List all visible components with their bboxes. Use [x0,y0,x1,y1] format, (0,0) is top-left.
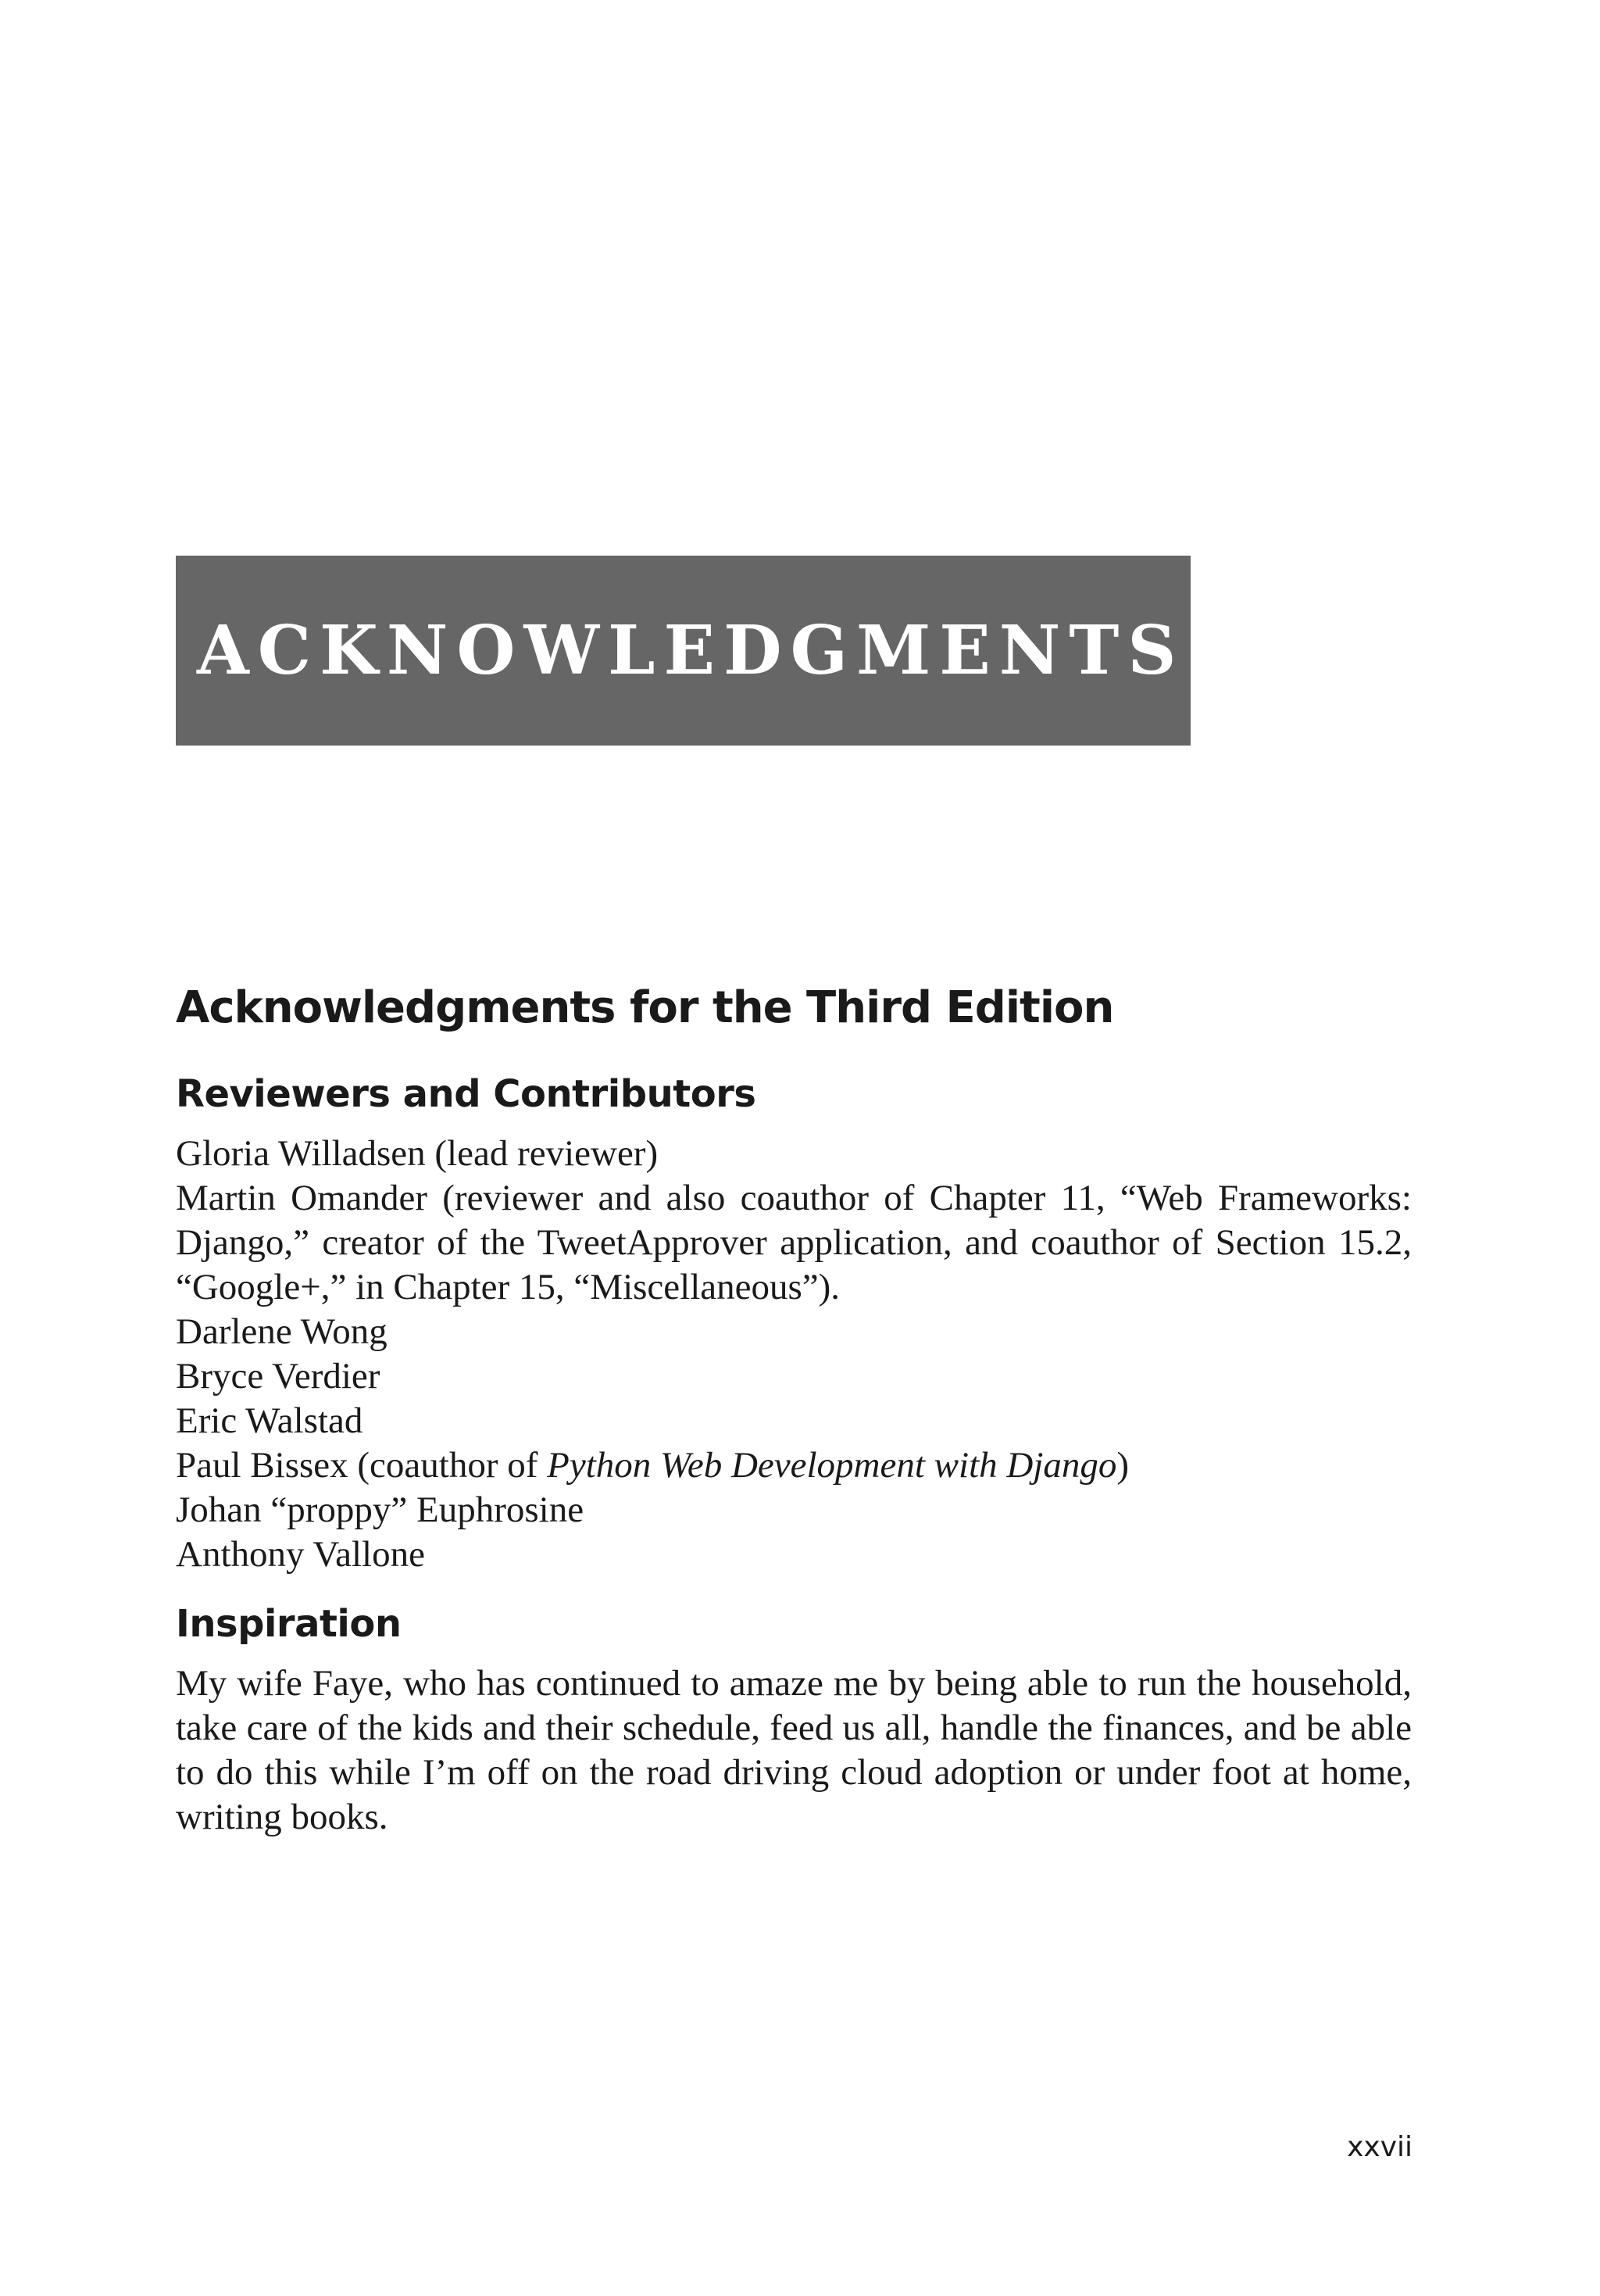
book-title: Python Web Development with Django [547,1445,1117,1486]
bissex-suffix: ) [1116,1445,1130,1486]
reviewers-list [176,1132,1412,1577]
reviewer-entry: Johan “proppy” Euphrosine [176,1490,584,1530]
chapter-title-banner [176,556,1191,746]
reviewer-entry: Bryce Verdier [176,1356,380,1397]
chapter-title: ACKNOWLEDGMENTS [197,610,1185,690]
bissex-prefix: Paul Bissex (coauthor of [176,1445,548,1486]
reviewer-entry: Gloria Willadsen (lead reviewer) [176,1133,659,1174]
reviewer-entry: Martin Omander (reviewer and also coauthor of Chapter 11, “Web Frameworks: Django,” creator of the TweetApprover application, and coauthor of Section 15.2, “Google+,” in Chapter 15, “Miscellaneous”). [176,1178,1412,1307]
section-heading: Acknowledgments for the Third Edition [176,982,1114,1033]
reviewer-entry: Darlene Wong [176,1311,388,1352]
inspiration-paragraph: My wife Faye, who has continued to amaze me by being able to run the household, take care of the kids and their schedule, feed us all, handle the finances, and be able to do this while I’m off on the road driving cloud adoption or under foot at home, writing books. [176,1663,1412,1837]
acknowledgments-content [176,969,1412,1840]
reviewer-entry: Eric Walstad [176,1400,363,1441]
reviewers-heading: Reviewers and Contributors [176,1072,756,1116]
reviewer-entry-bissex [176,1443,1412,1488]
page-number: xxvii [1347,2131,1412,2163]
inspiration-heading: Inspiration [176,1602,402,1646]
reviewer-entry: Anthony Vallone [176,1534,425,1575]
